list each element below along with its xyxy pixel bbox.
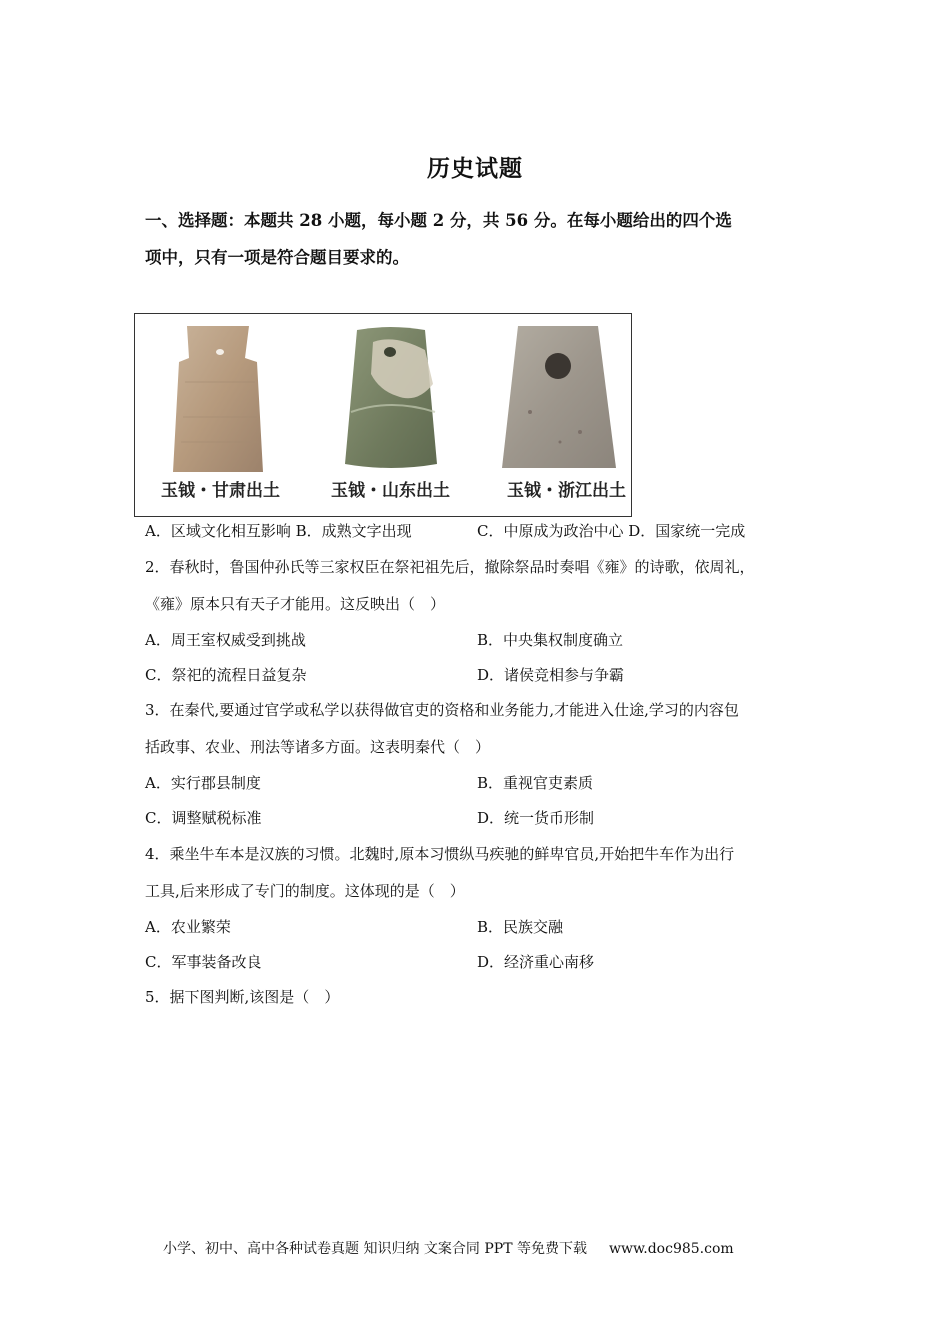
question-4-option-a: A．农业繁荣 <box>145 918 231 936</box>
question-3-option-b: B．重视官吏素质 <box>477 774 594 792</box>
footer-url: www.doc985.com <box>608 1241 734 1257</box>
figure-caption-gansu: 玉钺・甘肃出土 <box>161 481 280 501</box>
footer-text: 小学、初中、高中各种试卷真题 知识归纳 文案合同 PPT 等免费下载 <box>163 1241 587 1257</box>
page-title: 历史试题 <box>427 155 523 182</box>
question-3-text-line1: 3．在秦代,要通过官学或私学以获得做官吏的资格和业务能力,才能进入仕途,学习的内容包 <box>145 701 739 719</box>
figure-caption-zhejiang: 玉钺・浙江出土 <box>507 481 626 501</box>
question-2-option-c: C．祭祀的流程日益复杂 <box>145 666 307 684</box>
section-heading-line1: 一、选择题：本题共 28 小题，每小题 2 分，共 56 分。在每小题给出的四个选 <box>145 211 732 230</box>
jade-axe-shandong-image <box>335 324 450 474</box>
question-1-options-left: A．区域文化相互影响 B．成熟文字出现 <box>145 522 412 540</box>
question-2-option-b: B．中央集权制度确立 <box>477 631 624 649</box>
question-1-options-right: C．中原成为政治中心 D．国家统一完成 <box>477 522 746 540</box>
question-2-text-line1: 2．春秋时，鲁国仲孙氏等三家权臣在祭祀祖先后，撤除祭品时奏唱《雍》的诗歌，依周礼， <box>145 558 755 576</box>
figure-caption-shandong: 玉钺・山东出土 <box>331 481 450 501</box>
question-4-text-line2: 工具,后来形成了专门的制度。这体现的是（ ） <box>145 882 465 900</box>
question-2-text-line2: 《雍》原本只有天子才能用。这反映出（ ） <box>145 595 446 613</box>
question-2-option-a: A．周王室权威受到挑战 <box>145 631 306 649</box>
question-5-text: 5．据下图判断,该图是（ ） <box>145 988 340 1006</box>
question-3-option-a: A．实行郡县制度 <box>145 774 261 792</box>
jade-axe-gansu-image <box>165 322 270 477</box>
jade-axe-zhejiang-image <box>500 322 620 472</box>
question-4-text-line1: 4．乘坐牛车本是汉族的习惯。北魏时,原本习惯纵马疾驰的鲜卑官员,开始把牛车作为出行 <box>145 845 735 863</box>
question-3-option-d: D．统一货币形制 <box>477 809 595 827</box>
footer <box>163 1238 734 1258</box>
jade-axe-figure <box>134 313 632 517</box>
question-4-option-d: D．经济重心南移 <box>477 953 595 971</box>
question-3-option-c: C．调整赋税标准 <box>145 809 262 827</box>
section-heading-line2: 项中，只有一项是符合题目要求的。 <box>145 248 409 267</box>
question-4-option-c: C．军事装备改良 <box>145 953 262 971</box>
question-3-text-line2: 括政事、农业、刑法等诸多方面。这表明秦代（ ） <box>145 738 491 756</box>
question-4-option-b: B．民族交融 <box>477 918 564 936</box>
question-2-option-d: D．诸侯竞相参与争霸 <box>477 666 625 684</box>
